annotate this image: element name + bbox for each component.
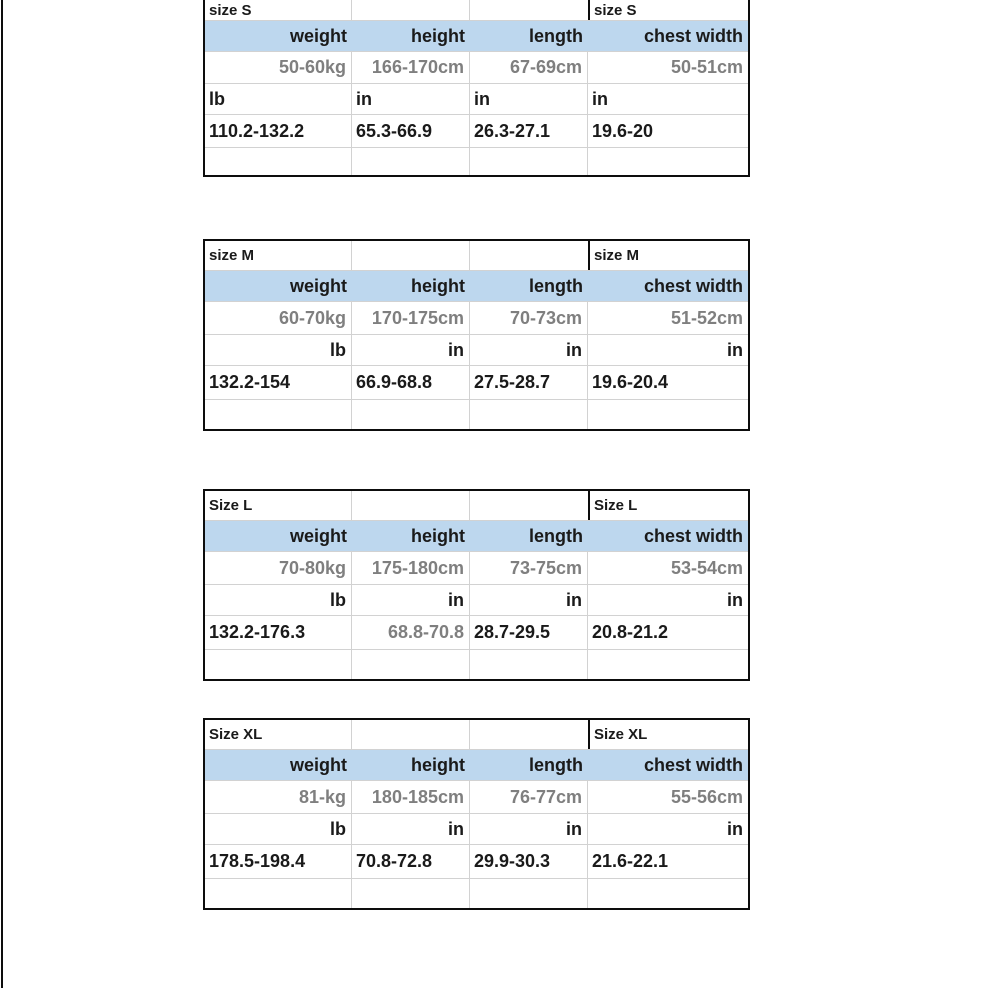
- imperial-units-row: [205, 814, 748, 845]
- size-label-left: Size L: [205, 491, 352, 520]
- metric-chest-width: 53-54cm: [670, 557, 743, 578]
- column-header-row: [205, 21, 748, 52]
- column-header-chest-width: chest width: [643, 25, 743, 46]
- metric-values-row: [205, 781, 748, 814]
- unit-lb: lb: [205, 335, 352, 365]
- empty-row: [205, 400, 748, 429]
- unit-in: in: [352, 84, 470, 114]
- empty-cell: [205, 879, 352, 908]
- empty-row: [205, 148, 748, 175]
- empty-cell: [588, 650, 748, 679]
- empty-cell: [588, 400, 748, 429]
- column-header-row: [205, 521, 748, 552]
- empty-row: [205, 650, 748, 679]
- column-header-length: length: [529, 754, 583, 775]
- column-header-chest-width: chest width: [643, 754, 743, 775]
- unit-in: in: [352, 585, 470, 615]
- empty-cell: [352, 0, 470, 20]
- metric-values-row: [205, 52, 748, 84]
- size-label-right: Size L: [588, 491, 748, 520]
- imperial-height: 65.3-66.9: [352, 115, 470, 147]
- metric-chest-width: 55-56cm: [670, 786, 743, 807]
- empty-cell: [352, 400, 470, 429]
- imperial-values-row: [205, 115, 748, 148]
- unit-in: in: [352, 814, 470, 844]
- column-header-height: height: [411, 275, 465, 296]
- size-chart-table-m: [203, 239, 750, 431]
- empty-cell: [470, 491, 588, 520]
- column-header-weight: weight: [290, 275, 347, 296]
- empty-cell: [470, 0, 588, 20]
- empty-cell: [470, 148, 588, 175]
- unit-in: in: [727, 818, 743, 839]
- unit-lb: lb: [205, 814, 352, 844]
- size-label-right: size S: [588, 0, 748, 20]
- left-page-rule: [1, 0, 3, 988]
- empty-cell: [352, 650, 470, 679]
- empty-cell: [470, 241, 588, 270]
- unit-in: in: [470, 84, 588, 114]
- imperial-height: 66.9-68.8: [352, 366, 470, 399]
- imperial-chest-width: 19.6-20: [592, 120, 654, 141]
- column-header-weight: weight: [290, 754, 347, 775]
- metric-values-row: [205, 552, 748, 585]
- imperial-units-row: [205, 585, 748, 616]
- empty-cell: [352, 241, 470, 270]
- imperial-values-row: [205, 845, 748, 879]
- unit-in: in: [470, 585, 588, 615]
- column-header-weight: weight: [290, 525, 347, 546]
- metric-height: 166-170cm: [352, 52, 470, 83]
- metric-length: 67-69cm: [470, 52, 588, 83]
- size-label-row: [205, 0, 748, 21]
- column-header-row: [205, 750, 748, 781]
- size-label-left: Size XL: [205, 720, 352, 749]
- column-header-chest-width: chest width: [643, 525, 743, 546]
- imperial-values-row: [205, 616, 748, 650]
- metric-weight: 81-kg: [205, 781, 352, 813]
- unit-in: in: [470, 814, 588, 844]
- empty-cell: [352, 148, 470, 175]
- size-chart-table-l: [203, 489, 750, 681]
- column-header-height: height: [411, 525, 465, 546]
- imperial-length: 26.3-27.1: [470, 115, 588, 147]
- metric-length: 76-77cm: [470, 781, 588, 813]
- metric-height: 170-175cm: [352, 302, 470, 334]
- empty-cell: [205, 400, 352, 429]
- imperial-length: 28.7-29.5: [470, 616, 588, 649]
- empty-cell: [352, 879, 470, 908]
- unit-in: in: [352, 335, 470, 365]
- size-label-left: size M: [205, 241, 352, 270]
- empty-cell: [205, 650, 352, 679]
- imperial-values-row: [205, 366, 748, 400]
- metric-values-row: [205, 302, 748, 335]
- imperial-weight: 132.2-176.3: [205, 616, 352, 649]
- column-header-length: length: [529, 525, 583, 546]
- empty-cell: [470, 720, 588, 749]
- metric-weight: 50-60kg: [205, 52, 352, 83]
- empty-row: [205, 879, 748, 908]
- imperial-weight: 132.2-154: [205, 366, 352, 399]
- metric-weight: 70-80kg: [205, 552, 352, 584]
- column-header-height: height: [411, 25, 465, 46]
- column-header-row: [205, 271, 748, 302]
- empty-cell: [588, 879, 748, 908]
- imperial-weight: 178.5-198.4: [205, 845, 352, 878]
- imperial-length: 29.9-30.3: [470, 845, 588, 878]
- size-label-row: [205, 241, 748, 271]
- imperial-chest-width: 20.8-21.2: [592, 622, 669, 642]
- metric-length: 70-73cm: [470, 302, 588, 334]
- empty-cell: [352, 491, 470, 520]
- size-label-left: size S: [205, 0, 352, 20]
- empty-cell: [205, 148, 352, 175]
- imperial-weight: 110.2-132.2: [205, 115, 352, 147]
- imperial-chest-width: 19.6-20.4: [592, 372, 669, 392]
- imperial-height: 68.8-70.8: [352, 616, 470, 649]
- size-label-right: Size XL: [588, 720, 748, 749]
- unit-in: in: [470, 335, 588, 365]
- metric-length: 73-75cm: [470, 552, 588, 584]
- unit-in: in: [592, 88, 608, 109]
- metric-height: 175-180cm: [352, 552, 470, 584]
- metric-height: 180-185cm: [352, 781, 470, 813]
- column-header-height: height: [411, 754, 465, 775]
- empty-cell: [588, 148, 748, 175]
- unit-in: in: [727, 339, 743, 360]
- column-header-weight: weight: [290, 25, 347, 46]
- size-label-row: [205, 491, 748, 521]
- size-chart-table-xl: [203, 718, 750, 910]
- imperial-height: 70.8-72.8: [352, 845, 470, 878]
- size-chart-table-s: [203, 0, 750, 177]
- size-label-right: size M: [588, 241, 748, 270]
- column-header-chest-width: chest width: [643, 275, 743, 296]
- column-header-length: length: [529, 25, 583, 46]
- size-label-row: [205, 720, 748, 750]
- imperial-units-row: [205, 335, 748, 366]
- imperial-length: 27.5-28.7: [470, 366, 588, 399]
- metric-chest-width: 51-52cm: [670, 307, 743, 328]
- unit-lb: lb: [205, 84, 352, 114]
- unit-lb: lb: [205, 585, 352, 615]
- metric-weight: 60-70kg: [205, 302, 352, 334]
- unit-in: in: [727, 589, 743, 610]
- imperial-chest-width: 21.6-22.1: [592, 851, 669, 871]
- metric-chest-width: 50-51cm: [670, 57, 743, 77]
- empty-cell: [470, 650, 588, 679]
- column-header-length: length: [529, 275, 583, 296]
- empty-cell: [352, 720, 470, 749]
- empty-cell: [470, 879, 588, 908]
- imperial-units-row: [205, 84, 748, 115]
- empty-cell: [470, 400, 588, 429]
